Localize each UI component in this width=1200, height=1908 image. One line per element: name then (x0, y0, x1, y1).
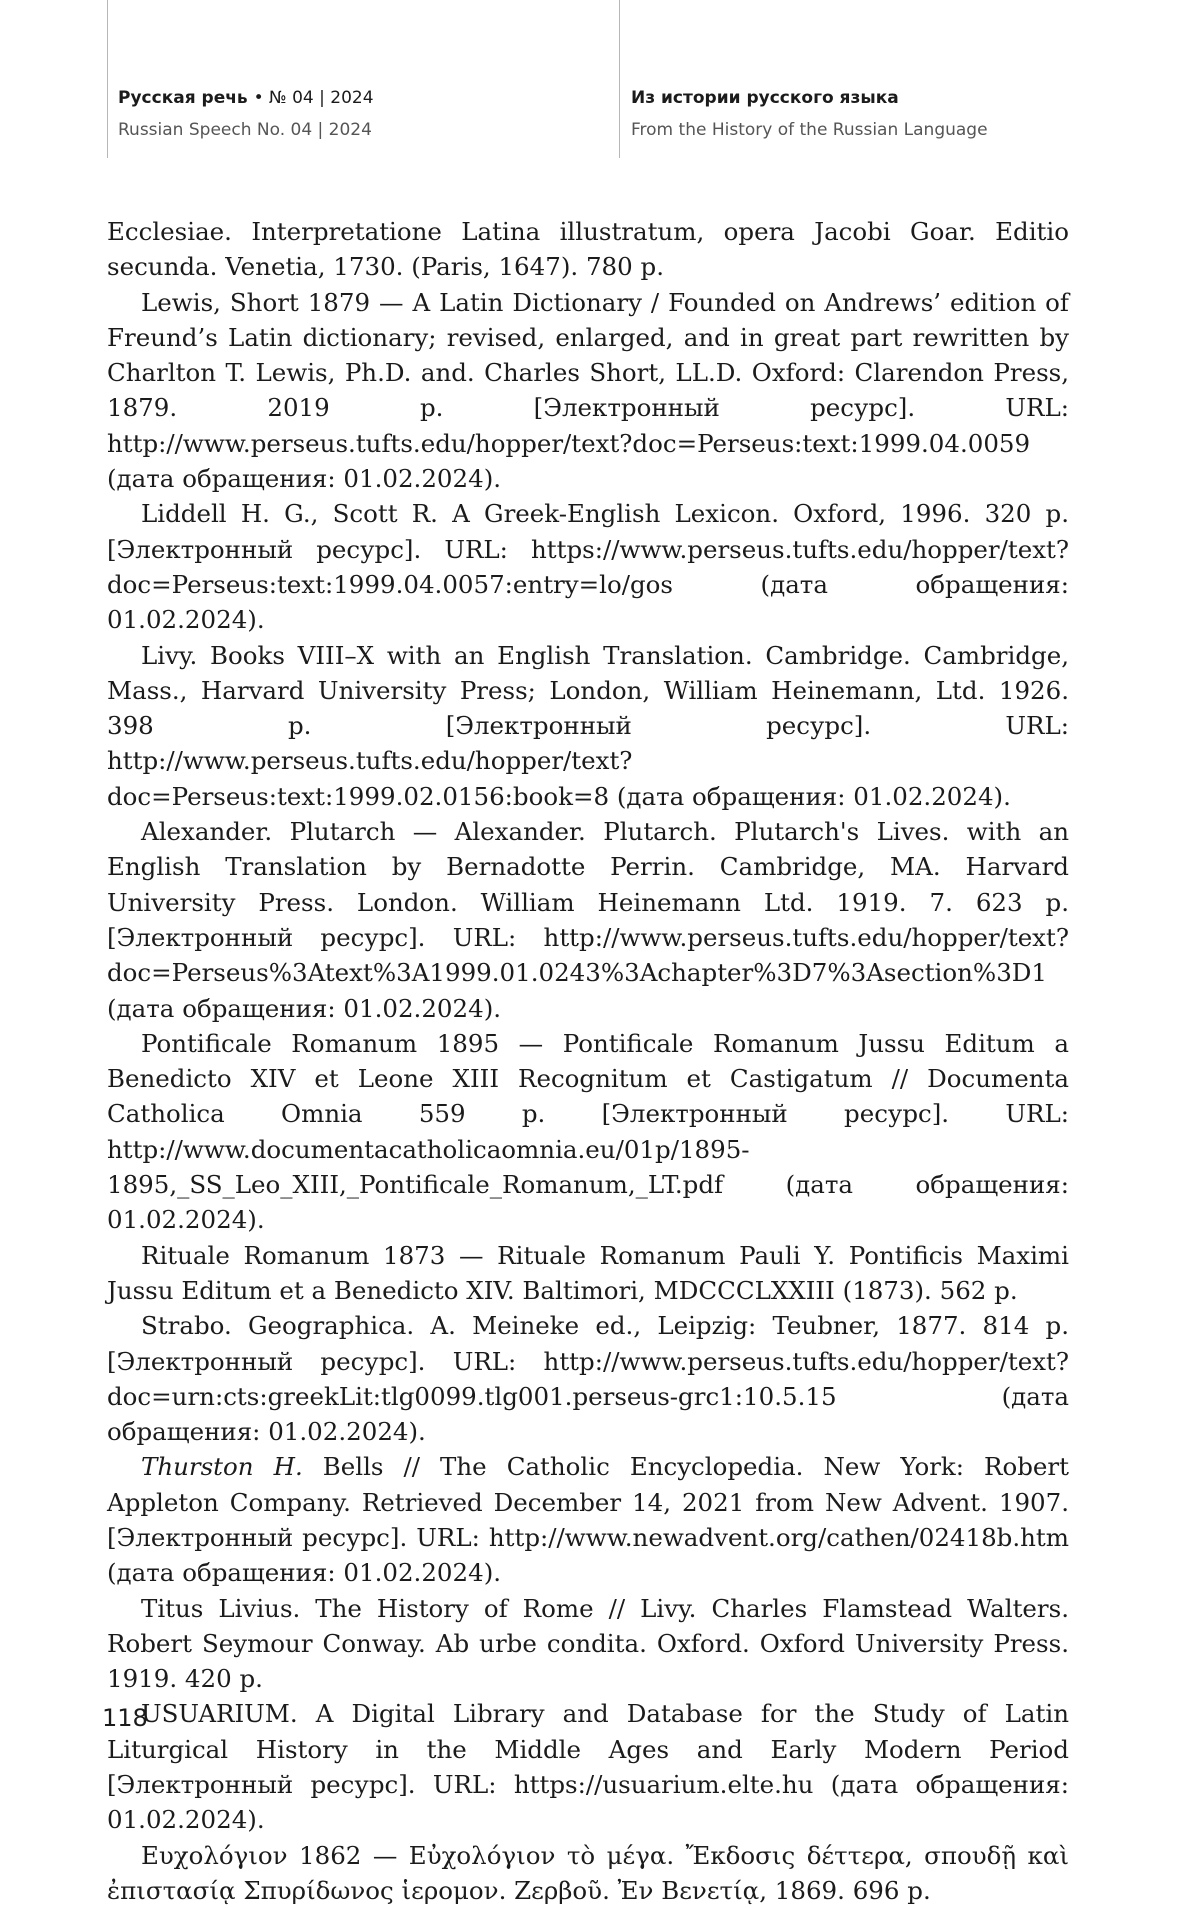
header-rule-left (107, 0, 108, 158)
reference-entry: Titus Livius. The History of Rome // Livy. Charles Flamstead Walters. Robert Seymour Conway. Ab urbe condita. Oxford. Oxford University Press. 1919. 420 p. (107, 1593, 1069, 1694)
reference-entry: Lewis, Short 1879 — A Latin Dictionary / Founded on Andrews’ edition of Freund’s Latin dictionary; revised, enlarged, and in great part rewritten by Charlton T. Lewis, Ph.D. and. Charles Short, LL.D. Oxford: Clarendon Press, 1879. 2019 p. [Электронный ресурс]. URL: http://www.perseus.tufts.edu/hopper/text?doc=Perseus:text:1999.04.0059 (дата обращения: 01.02.2024). (107, 287, 1069, 494)
section-title-en: From the History of the Russian Language (631, 120, 988, 140)
reference-entry: Thurston H. Bells // The Catholic Encyclopedia. New York: Robert Appleton Company. Retrieved December 14, 2021 from New Advent. 1907. [Электронный ресурс]. URL: http://www.newadvent.org/cathen/02418b.htm (дата обращения: 01.02.2024). (107, 1452, 1069, 1588)
reference-entry: Liddell H. G., Scott R. A Greek-English Lexicon. Oxford, 1996. 320 p. [Электронный ресурс]. URL: https://www.perseus.tufts.edu/hopper/text?doc=Perseus:text:1999.04.0057:entry=lo/gos (дата обращения: 01.02.2024). (107, 499, 1069, 635)
header-rule-right (619, 0, 620, 158)
reference-author: Thurston H. (141, 1452, 303, 1482)
header-right (631, 86, 988, 142)
journal-title-en: Russian Speech No. 04 | 2024 (118, 120, 372, 140)
reference-entry: Rituale Romanum 1873 — Rituale Romanum Pauli Y. Pontificis Maximi Jussu Editum et a Benedicto XIV. Baltimori, MDCCCLXXIII (1873). 562 p. (107, 1240, 1069, 1305)
reference-entry: Pontificale Romanum 1895 — Pontificale Romanum Jussu Editum a Benedicto XIV et Leone XIII Recognitum et Castigatum // Documenta Catholica Omnia 559 p. [Электронный ресурс]. URL: http://www.documentacatholicaomnia.eu/01p/1895-1895,_SS_Leo_XIII,_Pontificale_Romanum,_LT.pdf (дата обращения: 01.02.2024). (107, 1028, 1069, 1235)
reference-entry: Ecclesiae. Interpretatione Latina illustratum, opera Jacobi Goar. Editio secunda. Venetia, 1730. (Paris, 1647). 780 p. (107, 217, 1069, 282)
journal-name-ru: Русская речь (118, 88, 248, 108)
issue-ru: • № 04 | 2024 (253, 88, 374, 108)
reference-entry: Ευχολόγιον 1862 — Εὐχολόγιον τὸ μέγα. Ἔκδοσις δέττερα, σπουδῇ καὶ ἐπιστασίᾳ Σπυρίδωνος ἱερομον. Ζερβοῦ. Ἐν Βενετίᾳ, 1869. 696 p. (107, 1840, 1069, 1905)
reference-entry: Strabo. Geographica. A. Meineke ed., Leipzig: Teubner, 1877. 814 p. [Электронный ресурс]. URL: http://www.perseus.tufts.edu/hopper/text?doc=urn:cts:greekLit:tlg0099.tlg001.perseus-grc1:10.5.15 (дата обращения: 01.02.2024). (107, 1311, 1069, 1447)
reference-entry: USUARIUM. A Digital Library and Database for the Study of Latin Liturgical History in the Middle Ages and Early Modern Period [Электронный ресурс]. URL: https://usuarium.elte.hu (дата обращения: 01.02.2024). (107, 1699, 1069, 1835)
reference-list (107, 214, 1069, 1908)
journal-title-ru (118, 86, 374, 110)
reference-entry: Alexander. Plutarch — Alexander. Plutarch. Plutarch's Lives. with an English Translation by Bernadotte Perrin. Cambridge, MA. Harvard University Press. London. William Heinemann Ltd. 1919. 7. 623 p. [Электронный ресурс]. URL: http://www.perseus.tufts.edu/hopper/text?doc=Perseus%3Atext%3A1999.01.0243%3Achapter%3D7%3Asection%3D1 (дата обращения: 01.02.2024). (107, 817, 1069, 1023)
page-number: 118 (102, 1704, 148, 1732)
header-left (118, 86, 374, 142)
reference-entry: Livy. Books VIII–X with an English Translation. Cambridge. Cambridge, Mass., Harvard University Press; London, William Heinemann, Ltd. 1926. 398 p. [Электронный ресурс]. URL: http://www.perseus.tufts.edu/hopper/text?doc=Perseus:text:1999.02.0156:book=8 (дата обращения: 01.02.2024). (107, 640, 1069, 811)
section-title-ru: Из истории русского языка (631, 88, 899, 108)
